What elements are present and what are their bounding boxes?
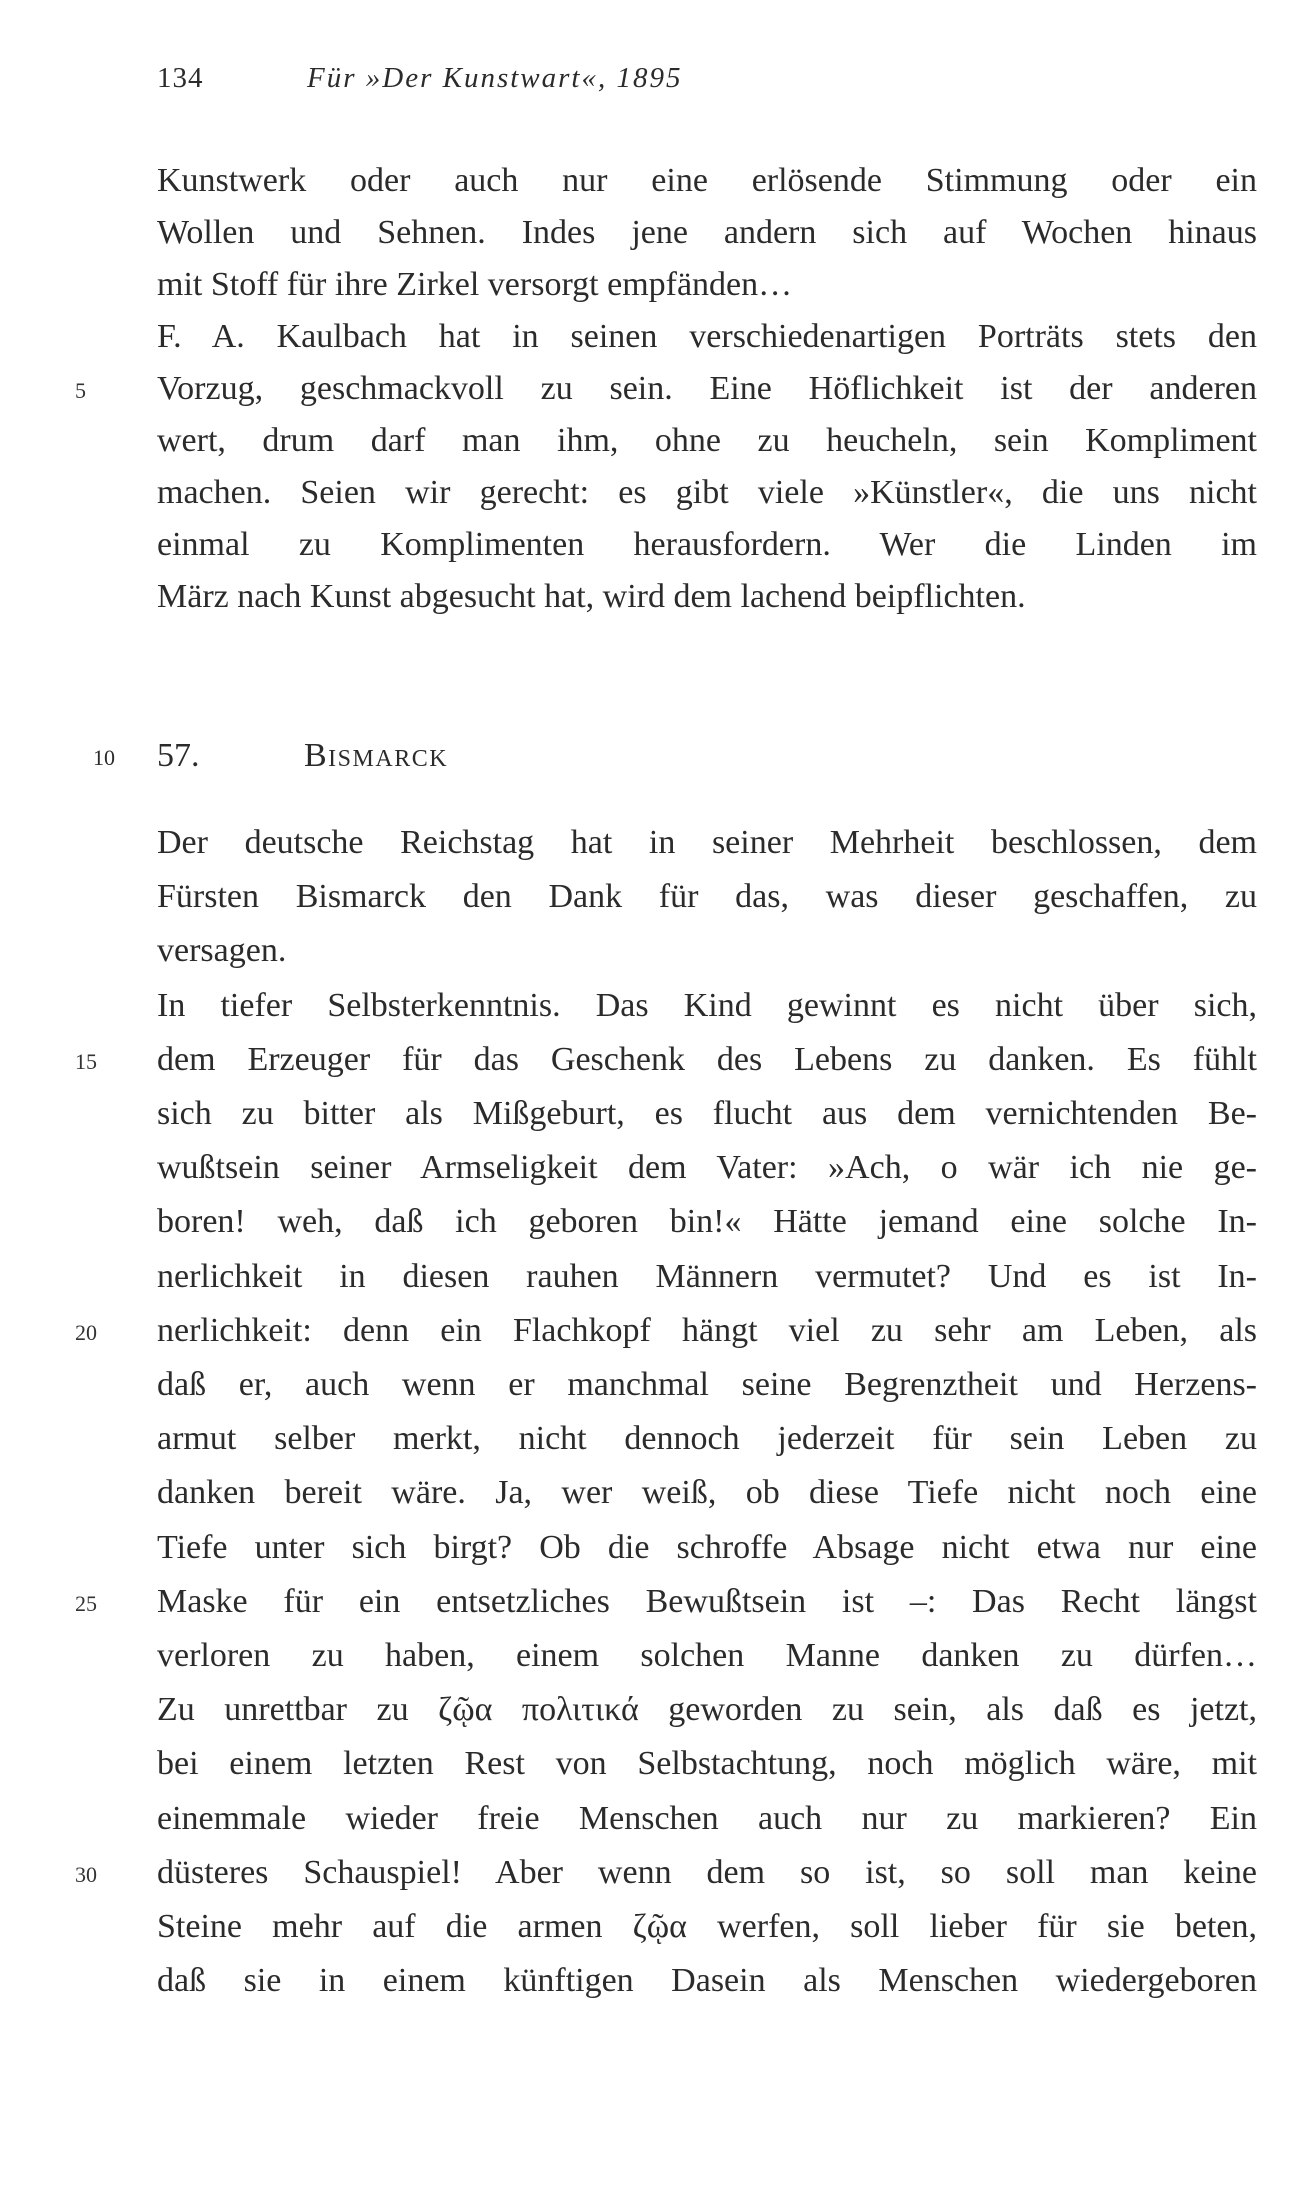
- text-line: [157, 1467, 1257, 1519]
- text-line: [75, 1034, 1257, 1086]
- text-line: [157, 1522, 1257, 1574]
- line-text: Tiefe unter sich birgt? Ob die schroffe Absage nicht etwa nur eine: [157, 1528, 1257, 1566]
- line-text: Maske für ein entsetzliches Bewußtsein ist –: Das Recht längst: [157, 1582, 1257, 1620]
- text-line: [157, 1251, 1257, 1303]
- line-text: machen. Seien wir gerecht: es gibt viele »Künstler«, die uns nicht: [157, 474, 1257, 511]
- line-text: dem Erzeuger für das Geschenk des Lebens zu danken. Es fühlt: [157, 1040, 1257, 1078]
- text-line: [157, 259, 1257, 311]
- text-line: [157, 1413, 1257, 1465]
- line-number: 10: [93, 745, 115, 770]
- line-text: mit Stoff für ihre Zirkel versorgt empfänden…: [157, 266, 793, 303]
- text-line: [157, 1901, 1257, 1953]
- line-number: 15: [75, 1048, 97, 1074]
- text-line: [157, 1359, 1257, 1411]
- line-text: bei einem letzten Rest von Selbstachtung, noch möglich wäre, mit: [157, 1745, 1257, 1783]
- text-line: [157, 925, 1257, 977]
- line-text: versagen.: [157, 932, 287, 970]
- line-text: nerlichkeit: denn ein Flachkopf hängt viel zu sehr am Leben, als: [157, 1311, 1257, 1349]
- text-line: [157, 871, 1257, 923]
- text-line: [157, 207, 1257, 259]
- line-text: düsteres Schauspiel! Aber wenn dem so ist, so soll man keine: [157, 1853, 1257, 1891]
- line-text: wert, drum darf man ihm, ohne zu heucheln, sein Kompliment: [157, 422, 1257, 459]
- text-line: [157, 1196, 1257, 1248]
- text-line: [157, 467, 1257, 519]
- line-number: 20: [75, 1319, 97, 1345]
- text-line: [75, 1576, 1257, 1628]
- running-title: Für »Der Kunstwart«, 1895: [307, 62, 683, 94]
- line-text: Vorzug, geschmackvoll zu sein. Eine Höflichkeit ist der anderen: [157, 370, 1257, 407]
- line-text: F. A. Kaulbach hat in seinen verschiedenartigen Porträts stets den: [157, 318, 1257, 355]
- line-text: verloren zu haben, einem solchen Manne danken zu dürfen…: [157, 1637, 1257, 1674]
- line-number: 25: [75, 1590, 97, 1616]
- text-line: [157, 1955, 1257, 2007]
- line-text: Wollen und Sehnen. Indes jene andern sich auf Wochen hinaus: [157, 214, 1257, 251]
- line-text: boren! weh, daß ich geboren bin!« Hätte jemand eine solche In-: [157, 1203, 1257, 1241]
- text-line: [75, 1847, 1257, 1899]
- section-title: Bismarck: [304, 737, 449, 774]
- text-line: [157, 1793, 1257, 1845]
- text-line: [157, 980, 1257, 1032]
- text-line: [157, 1738, 1257, 1790]
- text-line: [157, 1630, 1257, 1682]
- text-line: [157, 817, 1257, 869]
- line-text: einmal zu Komplimenten herausfordern. Wer die Linden im: [157, 526, 1257, 563]
- line-text: nerlichkeit in diesen rauhen Männern vermutet? Und es ist In-: [157, 1257, 1257, 1295]
- text-line: [157, 1142, 1257, 1194]
- text-line: [157, 1088, 1257, 1140]
- line-text: Kunstwerk oder auch nur eine erlösende Stimmung oder ein: [157, 162, 1257, 199]
- line-text: Zu unrettbar zu ζῷα πολιτικά geworden zu sein, als daß es jetzt,: [157, 1691, 1257, 1729]
- page-number: 134: [157, 62, 204, 94]
- line-text: daß er, auch wenn er manchmal seine Begrenztheit und Herzens-: [157, 1366, 1257, 1403]
- text-line: [157, 571, 1257, 623]
- text-line: [157, 311, 1257, 363]
- line-text: einemmale wieder freie Menschen auch nur zu markieren? Ein: [157, 1799, 1257, 1837]
- text-line: [75, 363, 1257, 415]
- line-text: In tiefer Selbsterkenntnis. Das Kind gewinnt es nicht über sich,: [157, 986, 1257, 1024]
- line-number: 5: [75, 378, 86, 403]
- line-text: Fürsten Bismarck den Dank für das, was dieser geschaffen, zu: [157, 878, 1257, 916]
- line-text: danken bereit wäre. Ja, wer weiß, ob diese Tiefe nicht noch eine: [157, 1474, 1257, 1512]
- line-text: wußtsein seiner Armseligkeit dem Vater: »Ach, o wär ich nie ge-: [157, 1149, 1257, 1187]
- line-text: Der deutsche Reichstag hat in seiner Mehrheit beschlossen, dem: [157, 824, 1257, 861]
- line-text: Steine mehr auf die armen ζῷα werfen, soll lieber für sie beten,: [157, 1908, 1257, 1945]
- text-line: [75, 1305, 1257, 1357]
- line-number: 30: [75, 1861, 97, 1887]
- text-line: [157, 519, 1257, 571]
- text-line: [157, 155, 1257, 207]
- line-text: März nach Kunst abgesucht hat, wird dem lachend beipflichten.: [157, 578, 1026, 615]
- text-line: [157, 415, 1257, 467]
- text-line: [157, 1684, 1257, 1736]
- section-number: 57.: [157, 737, 200, 774]
- line-text: sich zu bitter als Mißgeburt, es flucht aus dem vernichtenden Be-: [157, 1095, 1257, 1132]
- line-text: armut selber merkt, nicht dennoch jederzeit für sein Leben zu: [157, 1420, 1257, 1458]
- line-text: daß sie in einem künftigen Dasein als Menschen wiedergeboren: [157, 1962, 1257, 2000]
